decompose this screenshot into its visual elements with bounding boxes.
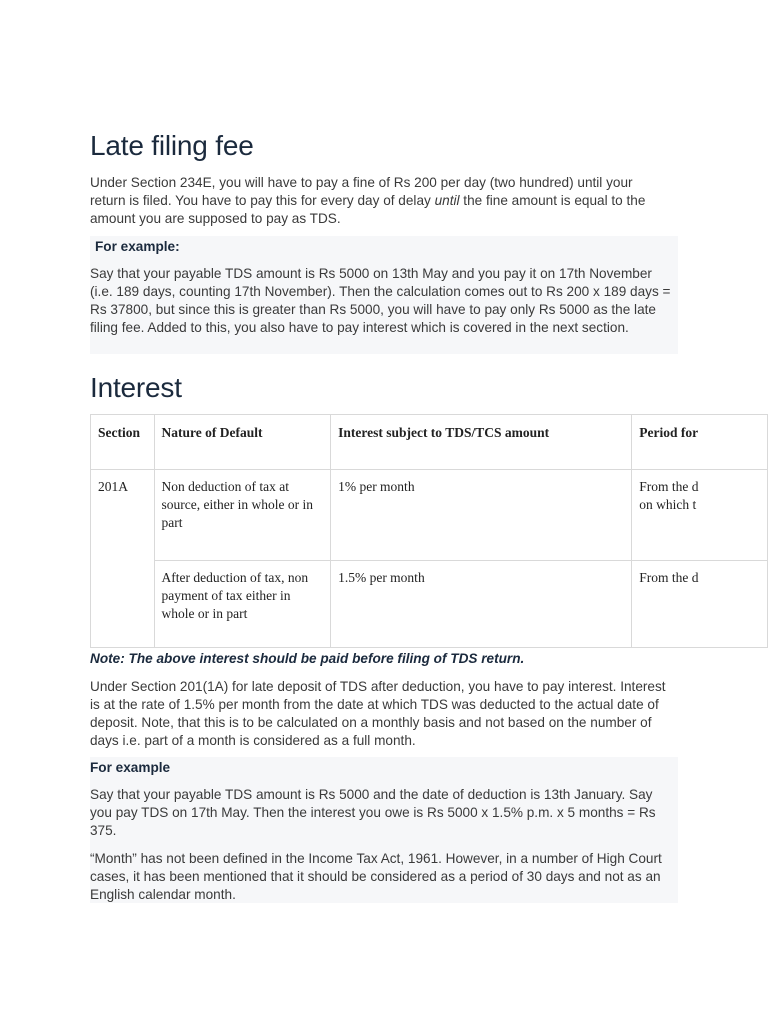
intro-text-start: Under Section 234E, you will have to pay a fine of Rs 200 per day (two hundred) until your return is filed. You have to pay this for every day of delay (90, 175, 633, 208)
header-period: Period for (632, 415, 768, 470)
cell-nature: After deduction of tax, non payment of tax either in whole or in part (154, 561, 331, 648)
cell-period-line: From the d (639, 570, 699, 585)
interest-heading: Interest (90, 372, 182, 403)
header-interest-amount: Interest subject to TDS/TCS amount (331, 415, 632, 470)
cell-period-line: on which t (639, 497, 697, 512)
late-fee-example-title: For example: (95, 239, 180, 254)
interest-table (90, 414, 768, 648)
table-row (91, 470, 768, 561)
cell-period (632, 470, 768, 561)
month-definition-text: “Month” has not been defined in the Income Tax Act, 1961. However, in a number of High Court cases, it has been mentioned that it should be considered as a period of 30 days and not as an English calendar month. (90, 851, 662, 902)
intro-emphasis: until (434, 193, 460, 208)
header-section: Section (91, 415, 155, 470)
header-nature-of-default: Nature of Default (154, 415, 331, 470)
interest-note: Note: The above interest should be paid before filing of TDS return. (90, 651, 525, 666)
late-fee-intro-paragraph (90, 174, 670, 228)
intro-text-end: the fine amount is equal to the amount you are supposed to pay as TDS. (90, 193, 646, 226)
section-201-paragraph: Under Section 201(1A) for late deposit of TDS after deduction, you have to pay interest. Interest is at the rate of 1.5% per month from the date at which TDS was deducted to the actual date of deposit. Note, that this is to be calculated on a monthly basis and not based on the number of days i.e. part of a month is considered as a full month. (90, 679, 666, 748)
table-header-row (91, 415, 768, 470)
table-row (91, 561, 768, 648)
cell-nature: Non deduction of tax at source, either in whole or in part (154, 470, 331, 561)
cell-period-line: From the d (639, 479, 699, 494)
cell-interest: 1.5% per month (331, 561, 632, 648)
interest-example-title: For example (90, 760, 171, 775)
interest-example-text: Say that your payable TDS amount is Rs 5000 and the date of deduction is 13th January. Say you pay TDS on 17th May. Then the interest you owe is Rs 5000 x 1.5% p.m. x 5 months = Rs 375. (90, 787, 656, 838)
cell-interest: 1% per month (331, 470, 632, 561)
late-filing-fee-heading: Late filing fee (90, 130, 254, 161)
late-fee-example-text: Say that your payable TDS amount is Rs 5000 on 13th May and you pay it on 17th November (i.e. 189 days, counting 17th November). Then the calculation comes out to Rs 200 x 189 days = Rs 37800, but since this is greater than Rs 5000, you will have to pay only Rs 5000 as the late filing fee. Added to this, you also have to pay interest which is covered in the next section. (90, 266, 671, 335)
cell-section: 201A (91, 470, 155, 648)
cell-period (632, 561, 768, 648)
